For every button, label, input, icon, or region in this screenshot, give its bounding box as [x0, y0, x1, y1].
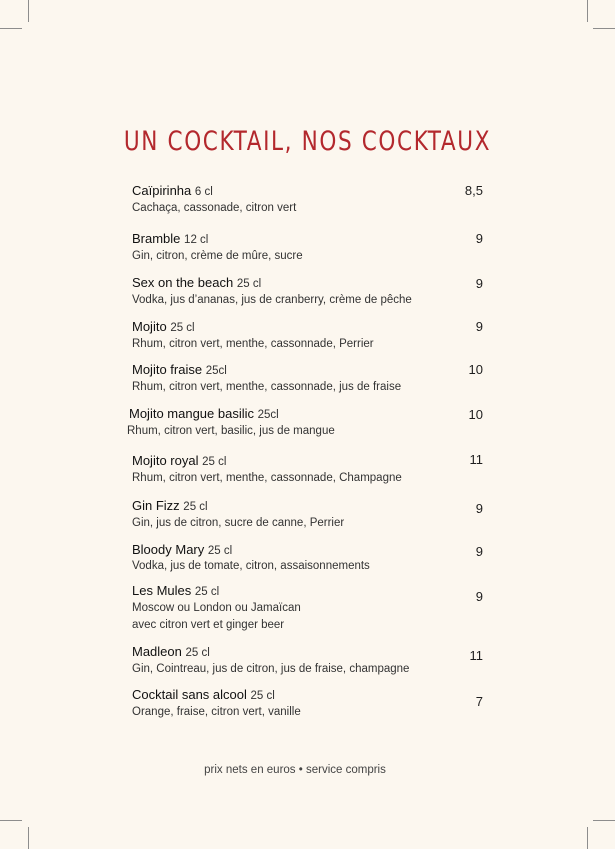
- cocktail-name: Caïpirinha: [132, 183, 192, 198]
- crop-mark: [593, 820, 615, 821]
- cocktail-description: Gin, citron, crème de mûre, sucre: [132, 250, 303, 262]
- cocktail-item-caipirinha: [132, 183, 484, 217]
- cocktail-description: Orange, fraise, citron vert, vanille: [132, 706, 301, 718]
- cocktail-name: Bloody Mary: [132, 542, 205, 557]
- cocktail-price: 10: [468, 407, 483, 422]
- cocktail-volume: 25 cl: [183, 501, 208, 513]
- cocktail-price: 9: [475, 501, 483, 516]
- cocktail-item-les-mules: [132, 583, 484, 634]
- cocktail-volume: 25 cl: [185, 647, 210, 659]
- cocktail-item-bloody-mary: [132, 542, 484, 574]
- cocktail-item-mojito-fraise: [132, 362, 484, 396]
- crop-mark: [587, 0, 588, 22]
- cocktail-description: Rhum, citron vert, menthe, cassonnade, jus de fraise: [132, 381, 402, 393]
- cocktail-price: 9: [475, 319, 483, 334]
- cocktail-item-sex-on-the-beach: [132, 275, 484, 309]
- cocktail-volume: 12 cl: [184, 234, 209, 246]
- cocktail-price: 7: [475, 694, 483, 709]
- cocktail-description: Rhum, citron vert, basilic, jus de mangue: [127, 425, 335, 437]
- cocktail-name: Mojito: [132, 319, 167, 334]
- crop-mark: [587, 827, 588, 849]
- cocktail-volume: 25 cl: [250, 690, 275, 702]
- crop-mark: [0, 820, 22, 821]
- cocktail-name: Gin Fizz: [132, 498, 180, 513]
- crop-mark: [28, 827, 29, 849]
- cocktail-name: Les Mules: [132, 583, 192, 598]
- crop-mark: [28, 0, 29, 22]
- cocktail-price: 11: [469, 452, 483, 467]
- cocktail-item-sans-alcool: [132, 687, 484, 721]
- cocktail-volume: 25cl: [205, 365, 227, 377]
- cocktail-price: 9: [475, 544, 483, 559]
- cocktail-volume: 25 cl: [202, 456, 227, 468]
- cocktail-price: 10: [468, 362, 483, 377]
- cocktail-price: 9: [475, 276, 483, 291]
- cocktail-description: Rhum, citron vert, menthe, cassonnade, Champagne: [132, 472, 402, 484]
- crop-mark: [593, 28, 615, 29]
- cocktail-item-bramble: [132, 231, 484, 265]
- cocktail-price: 11: [469, 648, 483, 663]
- cocktail-name: Cocktail sans alcool: [132, 687, 247, 702]
- cocktail-description: Gin, Cointreau, jus de citron, jus de fraise, champagne: [132, 663, 410, 675]
- cocktail-price: 9: [475, 231, 483, 246]
- cocktail-description: Rhum, citron vert, menthe, cassonnade, Perrier: [132, 338, 374, 350]
- cocktail-description: Vodka, jus de tomate, citron, assaisonnements: [132, 560, 370, 572]
- footer-note: prix nets en euros • service compris: [204, 764, 386, 776]
- crop-mark: [0, 28, 22, 29]
- cocktail-volume: 25cl: [257, 409, 279, 421]
- cocktail-name: Mojito fraise: [132, 362, 203, 377]
- cocktail-volume: 25 cl: [170, 322, 195, 334]
- cocktail-description: avec citron vert et ginger beer: [132, 619, 285, 631]
- cocktail-name: Sex on the beach: [132, 275, 234, 290]
- cocktail-price: 8,5: [464, 183, 483, 198]
- cocktail-price: 9: [475, 589, 483, 604]
- cocktail-volume: 6 cl: [194, 186, 213, 198]
- cocktail-item-mojito: [132, 319, 484, 353]
- menu-title: UN COCKTAIL, NOS COCKTAUX: [123, 126, 492, 157]
- cocktail-description: Cachaça, cassonade, citron vert: [132, 202, 297, 214]
- cocktail-name: Madleon: [132, 644, 182, 659]
- cocktail-description: Gin, jus de citron, sucre de canne, Perrier: [132, 517, 345, 529]
- cocktail-volume: 25 cl: [207, 545, 233, 557]
- cocktail-item-mojito-mangue-basilic: [129, 406, 481, 440]
- cocktail-item-madleon: [132, 644, 484, 678]
- cocktail-name: Bramble: [132, 231, 181, 246]
- cocktail-item-gin-fizz: [132, 498, 484, 532]
- cocktail-name: Mojito mangue basilic: [129, 406, 255, 421]
- cocktail-volume: 25 cl: [236, 278, 262, 290]
- cocktail-item-mojito-royal: [132, 453, 484, 487]
- cocktail-volume: 25 cl: [194, 586, 220, 598]
- cocktail-description: Vodka, jus d’ananas, jus de cranberry, crème de pêche: [132, 294, 412, 306]
- cocktail-name: Mojito royal: [132, 453, 199, 468]
- cocktail-description: Moscow ou London ou Jamaïcan: [132, 602, 301, 614]
